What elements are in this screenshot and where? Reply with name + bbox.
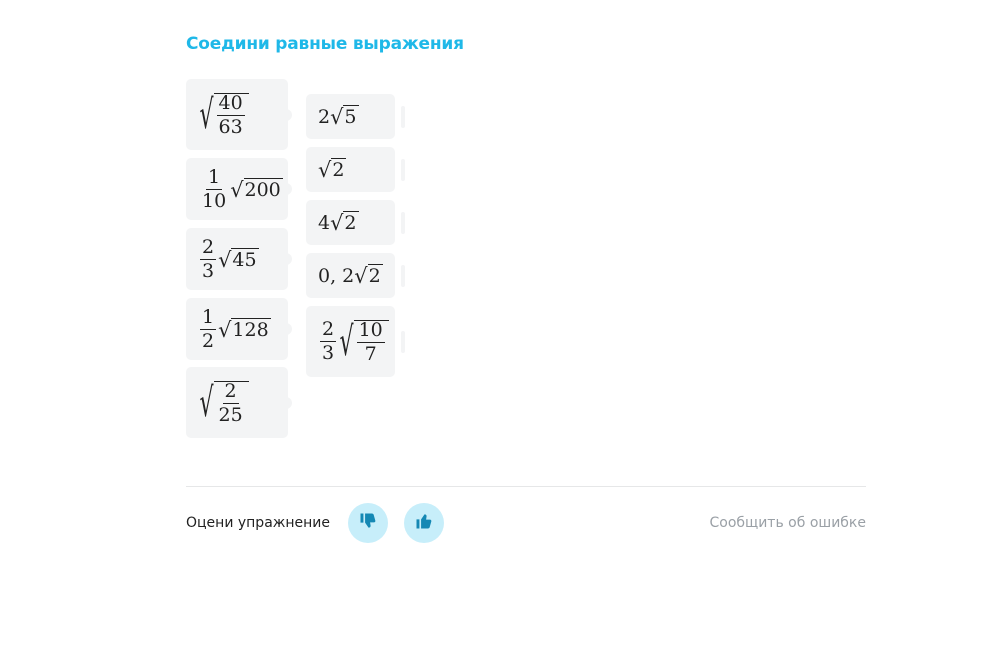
dislike-button[interactable] xyxy=(348,503,388,543)
thumbs-up-icon xyxy=(414,511,434,535)
left-item-5[interactable] xyxy=(186,367,288,438)
sqrt: √ 2 xyxy=(330,211,357,236)
exercise-title: Соедини равные выражения xyxy=(186,34,464,54)
report-error-link[interactable]: Сообщить об ошибке xyxy=(709,515,866,531)
left-item-3[interactable] xyxy=(186,228,288,290)
fraction: $\frac{1}{2}$ xyxy=(202,305,215,352)
sqrt: √ 128 xyxy=(218,317,269,342)
sqrt-fraction: √ $\frac{10}{7}$ xyxy=(338,320,389,364)
rate-label: Оцени упражнение xyxy=(186,515,331,531)
sqrt: √ 5 xyxy=(330,105,357,130)
sqrt: √ 45 xyxy=(218,247,257,272)
left-item-4[interactable] xyxy=(186,298,288,360)
like-button[interactable] xyxy=(404,503,444,543)
left-item-2[interactable] xyxy=(186,158,288,220)
footer-divider xyxy=(186,486,866,487)
left-item-1[interactable] xyxy=(186,79,288,150)
sqrt: √ 2 xyxy=(318,158,345,183)
right-item-1[interactable]: 2 √ 5 xyxy=(306,94,395,139)
fraction: $\frac{2}{3}$ xyxy=(202,235,215,282)
fraction: $\frac{2}{3}$ xyxy=(322,318,335,364)
right-item-4[interactable]: 0, 2 √ 2 xyxy=(306,253,395,298)
right-item-2[interactable] xyxy=(306,147,395,192)
fraction: $\frac{1}{10}$ xyxy=(202,165,227,212)
sqrt: √ 200 xyxy=(230,177,281,202)
sqrt-fraction: √ $\frac{2}{25}$ xyxy=(198,381,249,425)
sqrt-fraction: √ $\frac{40}{63}$ xyxy=(198,93,249,137)
sqrt: √ 2 xyxy=(354,264,381,289)
right-item-5[interactable] xyxy=(306,306,395,377)
right-item-3[interactable]: 4 √ 2 xyxy=(306,200,395,245)
thumbs-down-icon xyxy=(358,511,378,535)
